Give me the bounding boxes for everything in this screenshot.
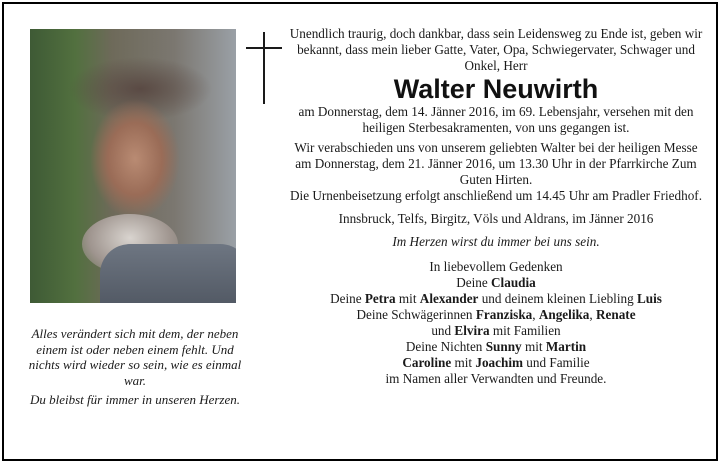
portrait-photo xyxy=(30,29,236,303)
signature-line: im Namen aller Verwandten und Freunde. xyxy=(385,371,607,386)
signature-line: und Elvira mit Familien xyxy=(431,323,561,338)
funeral-text: Wir verabschieden uns von unserem geliebten Walter bei der heiligen Messe am Donnerstag, dem 21. Jänner 2016, um 13.30 Uhr in der Pfarrkirche Zum Guten Hirten. xyxy=(294,140,698,187)
signature-line: Deine Petra mit Alexander und deinem kleinen Liebling Luis xyxy=(330,291,662,306)
deceased-name: Walter Neuwirth xyxy=(393,74,599,104)
signature-line: Deine Claudia xyxy=(456,275,536,290)
signature-block xyxy=(288,259,704,387)
signature-line: Deine Schwägerinnen Franziska, Angelika, Renate xyxy=(356,307,636,322)
signature-line: Caroline mit Joachim und Familie xyxy=(402,355,590,370)
poem-part-1: Alles verändert sich mit dem, der neben einem ist oder neben einem fehlt. Und nichts wird wieder so sein, wie es einmal war. xyxy=(28,326,242,388)
obituary-notice xyxy=(2,2,718,461)
death-text: am Donnerstag, dem 14. Jänner 2016, im 69. Lebensjahr, versehen mit den heiligen Sterbesakramenten, von uns gegangen ist. xyxy=(298,104,694,135)
cross-icon xyxy=(246,32,282,104)
poem-part-2: Du bleibst für immer in unseren Herzen. xyxy=(29,392,241,407)
portrait-shirt xyxy=(100,244,236,303)
signature-line: Deine Nichten Sunny mit Martin xyxy=(405,339,587,354)
place-date: Innsbruck, Telfs, Birgitz, Völs und Aldrans, im Jänner 2016 xyxy=(338,211,654,226)
motto: Im Herzen wirst du immer bei uns sein. xyxy=(392,234,600,249)
urn-text: Die Urnenbeisetzung erfolgt anschließend um 14.45 Uhr am Pradler Friedhof. xyxy=(290,188,702,203)
poem xyxy=(22,326,248,408)
signature-intro: In liebevollem Gedenken xyxy=(429,259,563,274)
intro-text: Unendlich traurig, doch dankbar, dass sein Leidensweg zu Ende ist, geben wir bekannt, dass mein lieber Gatte, Vater, Opa, Schwiegervater, Schwager und Onkel, Herr xyxy=(289,26,703,73)
notice-text xyxy=(288,26,704,387)
